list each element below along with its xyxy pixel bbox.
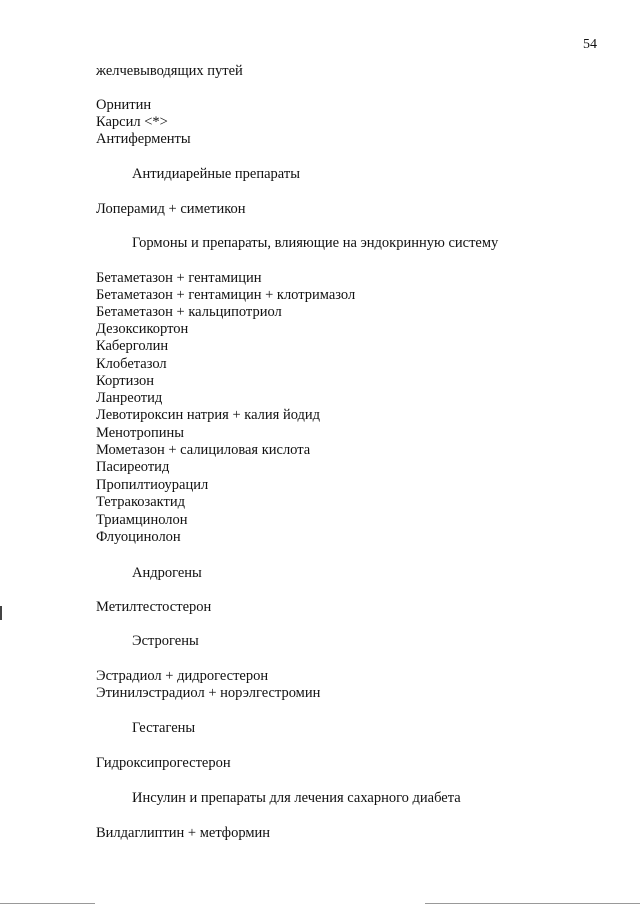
- drug-item: Тетракозактид: [96, 494, 185, 510]
- drug-item: Гидроксипрогестерон: [96, 755, 231, 771]
- section-heading: Эстрогены: [132, 633, 199, 649]
- page-number: 54: [583, 37, 597, 52]
- drug-item: Карсил <*>: [96, 114, 168, 130]
- drug-item: Пасиреотид: [96, 459, 170, 475]
- drug-item: Клобетазол: [96, 356, 167, 372]
- section-heading: Антидиарейные препараты: [132, 166, 300, 182]
- drug-item: Метилтестостерон: [96, 599, 212, 615]
- scan-margin-mark: [0, 606, 2, 620]
- drug-item: Вилдаглиптин + метформин: [96, 825, 271, 841]
- scan-edge-line: [425, 903, 640, 904]
- drug-item: Левотироксин натрия + калия йодид: [96, 407, 321, 423]
- drug-item: Пропилтиоурацил: [96, 477, 209, 493]
- drug-item: Орнитин: [96, 97, 152, 113]
- drug-item: Эстрадиол + дидрогестерон: [96, 668, 269, 684]
- drug-item: Мометазон + салициловая кислота: [96, 442, 311, 458]
- drug-item: Этинилэстрадиол + норэлгестромин: [96, 685, 321, 701]
- section-heading: Андрогены: [132, 565, 202, 581]
- section-heading: Инсулин и препараты для лечения сахарного диабета: [132, 790, 461, 806]
- drug-item: Менотропины: [96, 425, 184, 441]
- drug-item: Ланреотид: [96, 390, 163, 406]
- text-line: желчевыводящих путей: [96, 63, 243, 79]
- section-heading: Гормоны и препараты, влияющие на эндокринную систему: [132, 235, 499, 251]
- drug-item: Бетаметазон + кальципотриол: [96, 304, 282, 320]
- drug-item: Лоперамид + симетикон: [96, 201, 246, 217]
- drug-item: Триамцинолон: [96, 512, 188, 528]
- drug-item: Каберголин: [96, 338, 169, 354]
- drug-item: Кортизон: [96, 373, 155, 389]
- scan-edge-line: [0, 903, 95, 904]
- drug-item: Бетаметазон + гентамицин + клотримазол: [96, 287, 356, 303]
- section-heading: Гестагены: [132, 720, 196, 736]
- drug-item: Флуоцинолон: [96, 529, 181, 545]
- drug-item: Антиферменты: [96, 131, 191, 147]
- drug-item: Дезоксикортон: [96, 321, 189, 337]
- drug-item: Бетаметазон + гентамицин: [96, 270, 262, 286]
